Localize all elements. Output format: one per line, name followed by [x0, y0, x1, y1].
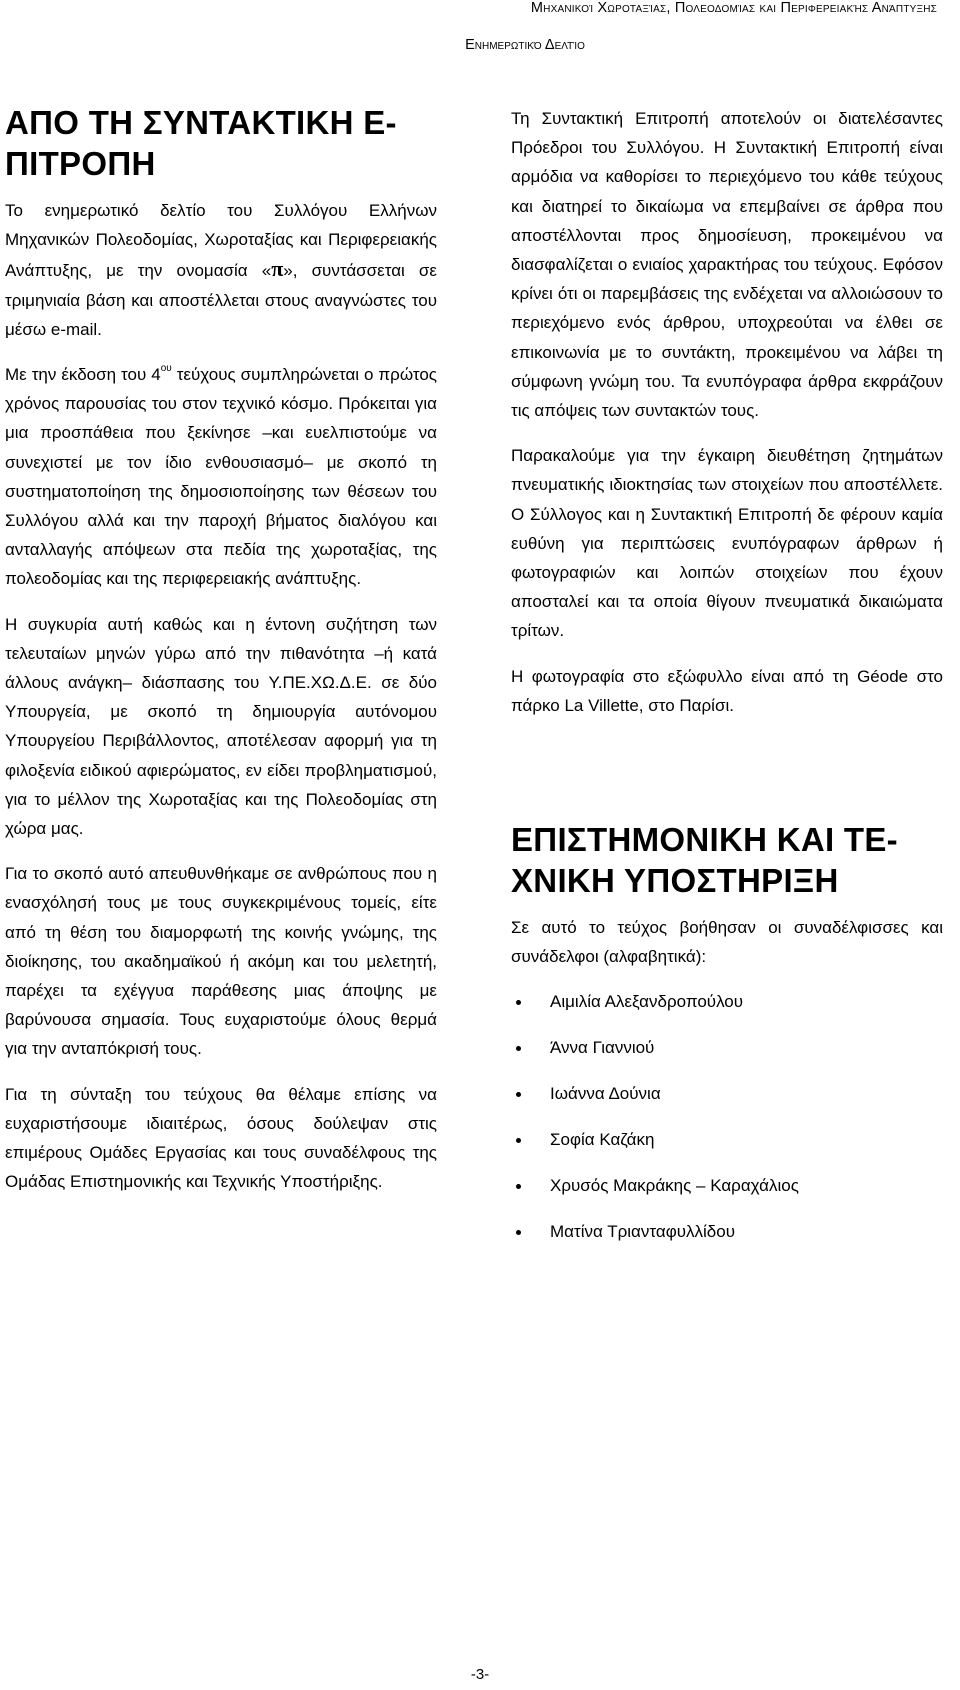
committee-paragraph: Τη Συντακτική Επιτροπή αποτελούν οι διατελέσαντες Πρόεδροι του Συλλόγου. Η Συντακτική Επιτροπή είναι αρμόδια να καθορίσει το περιεχόμενο του κάθε τεύχους και διατηρεί το δικαίωμα να επεμβαίνει σε άρθρα που αποστέλλονται προς δημοσίευση, προκειμένου να διασφαλίζεται ο ενιαίος χαρακτήρας του τεύχους. Εφόσον κρίνει ότι οι παρεμβάσεις της ενδέχεται να αλλοιώσουν το περιεχόμενο ενός άρθρου, υποχρεούται να έλθει σε επικοινωνία με το συντάκτη, προκειμένου να λάβει τη σύμφωνη γνώμη του. Τα ενυπόγραφα άρθρα εκφράζουν τις απόψεις των συντακτών τους.: [511, 109, 943, 421]
list-item: Ιωάννα Δούνια: [511, 1079, 943, 1108]
page-number: -3-: [470, 1666, 490, 1683]
right-column: [511, 104, 943, 1263]
list-item: Αιμιλία Αλεξανδροπούλου: [511, 987, 943, 1016]
working-groups-thanks-paragraph: Για τη σύνταξη του τεύχους θα θέλαμε επίσης να ευχαριστήσουμε ιδιαιτέρως, όσους δούλεψαν στις επιμέρους Ομάδες Εργασίας και τους συναδέλφους της Ομάδας Επιστημονικής και Τεχνικής Υποστήριξης.: [5, 1084, 437, 1192]
list-item: Άννα Γιαννιού: [511, 1033, 943, 1062]
list-item: Ματίνα Τριανταφυλλίδου: [511, 1217, 943, 1246]
list-item: Χρυσός Μακράκης – Καραχάλιος: [511, 1171, 943, 1200]
running-header-subtitle: Ενημερωτικό Δελτίο: [465, 37, 585, 53]
contributors-list: [511, 987, 943, 1246]
list-item: Σοφία Καζάκη: [511, 1125, 943, 1154]
copyright-paragraph: Παρακαλούμε για την έγκαιρη διευθέτηση ζητημάτων πνευματικής ιδιοκτησίας των στοιχείων που αποστέλλετε. Ο Σύλλογος και η Συντακτική Επιτροπή δε φέρουν καμία ευθύνη για περιπτώσεις ενυπόγραφων άρθρων ή φωτογραφιών και λοιπών στοιχείων που έχουν αποσταλεί και τα οποία θίγουν πνευματικά δικαιώματα τρίτων.: [511, 446, 943, 641]
left-column: [5, 104, 437, 1213]
editorial-heading: ΑΠΟ ΤΗ ΣΥΝΤΑΚΤΙΚΗ Ε-ΠΙΤΡΟΠΗ: [5, 104, 397, 182]
running-header-title: Μηχανικοί Χωροταξίας, Πολεοδομίας και Περιφερειακής Ανάπτυξης: [530, 0, 937, 16]
ordinal-suffix: ου: [160, 363, 172, 375]
contributors-thanks-paragraph: Για το σκοπό αυτό απευθυνθήκαμε σε ανθρώπους που η ενασχόλησή τους με τους συγκεκριμένους τομείς, είτε από τη θέση του διαμορφωτή της κοινής γνώμης, της διοίκησης, του ακαδημαϊκού ή ακόμη και του μελετητή, παρέχει τα εχέγγυα παράθεσης μιας άποψης με βαρύνουσα σημασία. Τους ευχαριστούμε όλους θερμά για την ανταπόκρισή τους.: [5, 864, 437, 1059]
pi-symbol: π: [271, 256, 284, 282]
intro-paragraph: Το ενημερωτικό δελτίο του Συλλόγου Ελλήνων Μηχανικών Πολεοδομίας, Χωροταξίας και Περιφερειακής Ανάπτυξης, με την ονομασία «π», συντάσσεται σε τριμηνιαία βάση και αποστέλλεται στους αναγνώστες του μέσω e-mail.: [5, 201, 437, 339]
issue-paragraph: Με την έκδοση του $4^{o\upsilon}$ τεύχους συμπληρώνεται ο πρώτος χρόνος παρουσίας του στον τεχνικό κόσμο. Πρόκειται για μια προσπάθεια που ξεκίνησε –και ευελπιστούμε να συνεχιστεί με τον ίδιο ενθουσιασμό– με σκοπό τη συστηματοποίηση της δημοσιοποίησης των θέσεων του Συλλόγου αλλά και την παροχή βήματος διαλόγου και ανταλλαγής απόψεων στα πεδία της χωροταξίας, της πολεοδομίας και της περιφερειακής ανάπτυξης.: [5, 363, 437, 589]
context-paragraph: Η συγκυρία αυτή καθώς και η έντονη συζήτηση των τελευταίων μηνών γύρω από την πιθανότητα –ή κατά άλλους ανάγκη– διάσπασης του Υ.ΠΕ.ΧΩ.Δ.Ε. σε δύο Υπουργεία, με σκοπό τη δημιουργία αυτόνομου Υπουργείου Περιβάλλοντος, αποτέλεσαν αφορμή για τη φιλοξενία ειδικού αφιερώματος, εν είδει προβληματισμού, για το μέλλον της Χωροταξίας και της Πολεοδομίας στη χώρα μας.: [5, 614, 437, 839]
support-heading: ΕΠΙΣΤΗΜΟΝΙΚΗ ΚΑΙ ΤΕ-ΧΝΙΚΗ ΥΠΟΣΤΗΡΙΞΗ: [511, 821, 898, 900]
support-intro: Σε αυτό το τεύχος βοήθησαν οι συναδέλφισσες και συνάδελφοι (αλφαβητικά):: [511, 918, 943, 967]
cover-photo-paragraph: Η φωτογραφία στο εξώφυλλο είναι από τη Géode στο πάρκο La Villette, στο Παρίσι.: [511, 666, 943, 715]
